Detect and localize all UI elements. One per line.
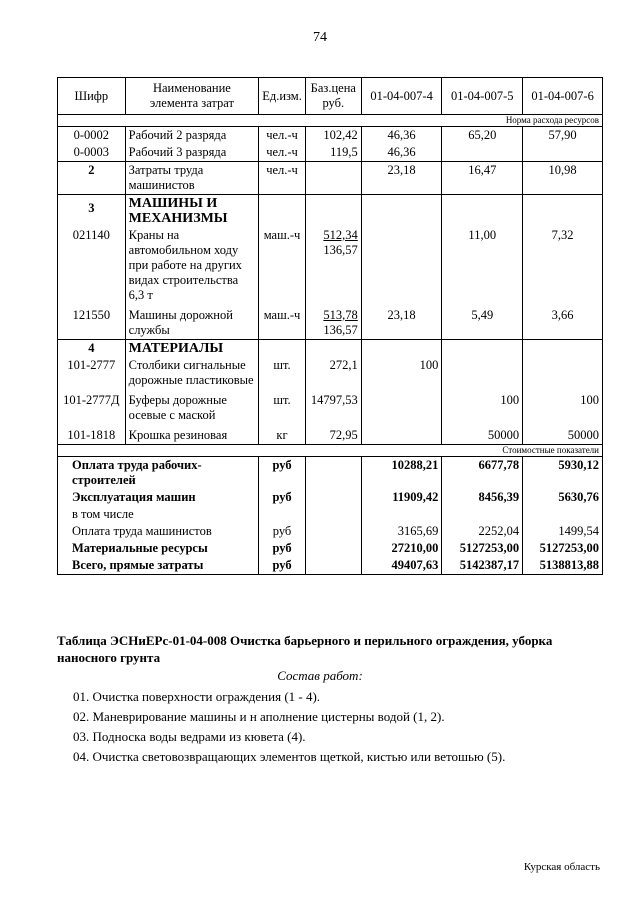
row-value-1: 46,36 [361,127,442,145]
table-header-row [58,78,603,115]
row-value-1: 100 [361,357,442,392]
row-price: 14797,53 [305,392,361,427]
row-code: 0-0003 [58,144,126,162]
table-row [58,392,603,427]
row-unit: чел.-ч [259,162,306,195]
row-value-2: 11,00 [442,227,523,307]
price-base: 136,57 [323,243,358,257]
row-value-2: 5,49 [442,307,523,340]
price-current: 513,78 [323,308,358,322]
norm-band-row [58,115,603,127]
total-unit: руб [259,523,306,540]
total-value-1 [361,506,442,523]
row-price: 272,1 [305,357,361,392]
section-code: 4 [58,340,126,358]
total-row [58,457,603,490]
total-value-1: 10288,21 [361,457,442,490]
work-item: 04. Очистка световозвращающих элементов щеткой, кистью или ветошью (5). [73,749,506,764]
total-label: Оплата труда рабочих-строителей [58,457,259,490]
row-unit: шт. [259,357,306,392]
total-value-2 [442,506,523,523]
work-list [73,687,505,767]
row-code: 2 [58,162,126,195]
row-code: 101-2777Д [58,392,126,427]
total-unit: руб [259,457,306,490]
row-code: 0-0002 [58,127,126,145]
region-footer: Курская область [523,861,600,873]
total-value-3 [523,506,603,523]
total-value-1: 49407,63 [361,557,442,575]
row-price: 119,5 [305,144,361,162]
page-number: 74 [313,30,327,45]
table-row [58,127,603,145]
total-unit: руб [259,540,306,557]
norm-band-label: Норма расхода ресурсов [58,115,603,127]
row-value-3: 10,98 [523,162,603,195]
table-row [58,227,603,307]
total-value-3: 1499,54 [523,523,603,540]
work-item: 03. Подноска воды ведрами из кювета (4). [73,729,306,744]
row-unit: чел.-ч [259,127,306,145]
row-unit: кг [259,427,306,445]
total-label: в том числе [58,506,259,523]
section-title: МАТЕРИАЛЫ [125,340,259,358]
work-item: 01. Очистка поверхности ограждения (1 - 4). [73,689,321,704]
total-value-3: 5630,76 [523,489,603,506]
total-label: Всего, прямые затраты [58,557,259,575]
cost-band-row [58,445,603,457]
total-row [58,540,603,557]
table-row [58,307,603,340]
row-value-2: 50000 [442,427,523,445]
total-value-2: 6677,78 [442,457,523,490]
next-table-title: Таблица ЭСНиЕРс-01-04-008 Очистка барьерного и перильного ограждения, уборка наносного грунта [57,633,553,665]
row-value-1: 23,18 [361,162,442,195]
total-row [58,557,603,575]
total-unit [259,506,306,523]
row-code: 021140 [58,227,126,307]
row-value-1: 46,36 [361,144,442,162]
row-value-3: 57,90 [523,127,603,145]
total-label: Материальные ресурсы [58,540,259,557]
row-name: Рабочий 2 разряда [125,127,259,145]
row-code: 101-2777 [58,357,126,392]
total-row [58,523,603,540]
header-col1: 01-04-007-4 [361,78,442,115]
header-col2: 01-04-007-5 [442,78,523,115]
row-unit: маш.-ч [259,307,306,340]
row-name: Рабочий 3 разряда [125,144,259,162]
total-value-3: 5930,12 [523,457,603,490]
row-value-3: 3,66 [523,307,603,340]
row-name: Буферы дорожные осевые с маской [125,392,259,427]
section-code: 3 [58,195,126,228]
row-price: 102,42 [305,127,361,145]
table-row [58,357,603,392]
table-row [58,427,603,445]
row-name: Машины дорожной службы [125,307,259,340]
header-code: Шифр [58,78,126,115]
row-value-1 [361,392,442,427]
row-name: Крошка резиновая [125,427,259,445]
total-label: Эксплуатация машин [58,489,259,506]
cost-band-label: Стоимостные показатели [58,445,603,457]
total-value-3: 5127253,00 [523,540,603,557]
resource-norms-table [57,77,603,575]
row-value-3: 7,32 [523,227,603,307]
row-name: Столбики сигнальные дорожные пластиковые [125,357,259,392]
row-name: Краны на автомобильном ходу при работе на других видах строительства 6,3 т [125,227,259,307]
row-value-3: 100 [523,392,603,427]
total-value-1: 3165,69 [361,523,442,540]
row-price [305,307,361,340]
row-price: 72,95 [305,427,361,445]
work-item: 02. Маневрирование машины и н аполнение цистерны водой (1, 2). [73,709,445,724]
row-value-3 [523,357,603,392]
header-col3: 01-04-007-6 [523,78,603,115]
row-value-3: 50000 [523,427,603,445]
total-value-2: 5127253,00 [442,540,523,557]
header-name: Наименование элемента затрат [125,78,259,115]
table-row [58,144,603,162]
row-value-2 [442,357,523,392]
row-name: Затраты труда машинистов [125,162,259,195]
row-price [305,227,361,307]
price-current: 512,34 [323,228,358,242]
row-value-2: 16,47 [442,162,523,195]
row-value-1 [361,227,442,307]
total-label: Оплата труда машинистов [58,523,259,540]
section-title: МАШИНЫ И МЕХАНИЗМЫ [125,195,259,228]
total-value-1: 27210,00 [361,540,442,557]
price-base: 136,57 [323,323,358,337]
row-code: 121550 [58,307,126,340]
section-row [58,195,603,228]
row-unit: маш.-ч [259,227,306,307]
row-code: 101-1818 [58,427,126,445]
work-composition-title: Состав работ: [277,668,363,683]
row-price [305,162,361,195]
row-value-1: 23,18 [361,307,442,340]
total-unit: руб [259,557,306,575]
total-row [58,489,603,506]
total-value-2: 8456,39 [442,489,523,506]
section-row [58,340,603,358]
total-row [58,506,603,523]
header-price: Баз.цена руб. [305,78,361,115]
row-value-2 [442,144,523,162]
table-row [58,162,603,195]
total-value-2: 2252,04 [442,523,523,540]
total-value-2: 5142387,17 [442,557,523,575]
row-value-1 [361,427,442,445]
row-value-2: 100 [442,392,523,427]
row-unit: шт. [259,392,306,427]
total-unit: руб [259,489,306,506]
row-value-2: 65,20 [442,127,523,145]
total-value-1: 11909,42 [361,489,442,506]
total-value-3: 5138813,88 [523,557,603,575]
row-unit: чел.-ч [259,144,306,162]
header-unit: Ед.изм. [259,78,306,115]
row-value-3 [523,144,603,162]
